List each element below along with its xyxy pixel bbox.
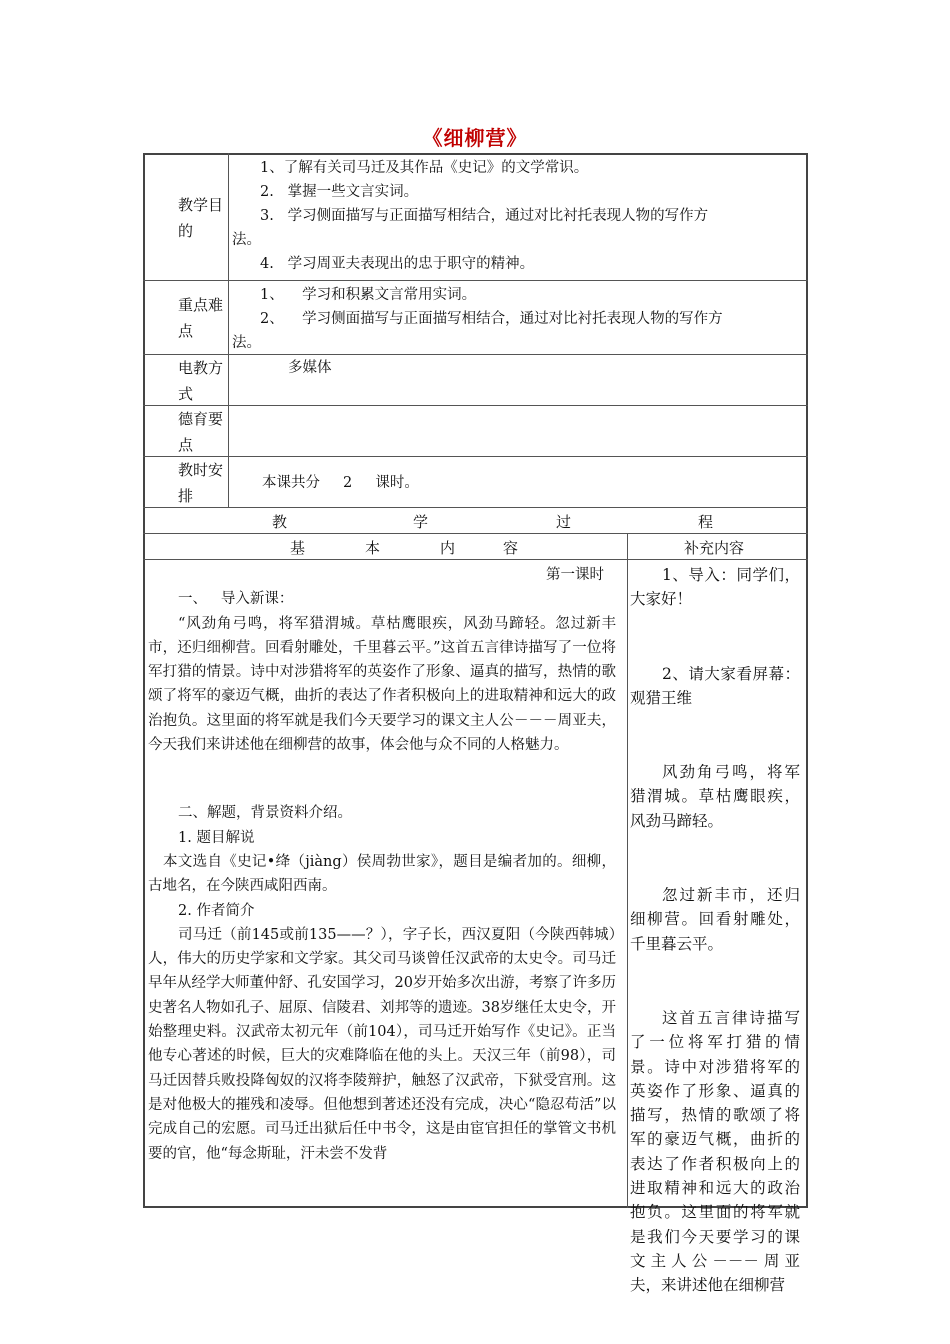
content-header-char: 基	[290, 539, 306, 557]
author-bio: 司马迁（前145或前135——？），字子长，西汉夏阳（今陕西韩城）人，伟大的历史学家和文学家。其父司马谈曾任汉武帝的太史令。司马迁早年从经学大师董仲舒、孔安国学习，20岁开始多次出游，考察了许多历史著名人物如孔子、屈原、信陵君、刘邦等的遗迹。38岁继任太史令，开始整理史料。汉武帝太初元年（前104），司马迁开始写作《史记》。正当他专心著述的时候，巨大的灾难降临在他的头上。天汉三年（前98），司马迁因替兵败投降匈奴的汉将李陵辩护，触怒了汉武帝，下狱受宫刑。这是对他极大的摧残和凌辱。但他想到著述还没有完成，决心“隐忍苟活”以完成自己的宏愿。司马迁出狱后任中书令，这是由宦官担任的掌管文书机要的官，他“每念斯耻，汗未尝不发背	[148, 926, 616, 1162]
objective-item: 3. 学习侧面描写与正面描写相结合，通过对比衬托表现人物的写作方	[260, 208, 709, 224]
sub-heading: 1. 题目解说	[178, 829, 255, 846]
key-point-item: 1、 学习和积累文言常用实词。	[260, 287, 477, 303]
intro-paragraph: “风劲角弓鸣，将军猎渭城。草枯鹰眼疾，风劲马蹄轻。忽过新丰市，还归细柳营。回看射雕处，千里暮云平。”这首五言律诗描写了一位将军打猎的情景。诗中对涉猎将军的英姿作了形象、逼真的描写，热情的歌颂了将军的豪迈气概，曲折的表达了作者积极向上的进取精神和远大的政治抱负。这里面的将军就是我们今天要学习的课文主人公－－－周亚夫，今天我们来讲述他在细柳营的故事，体会他与众不同的人格魅力。	[148, 615, 616, 754]
objective-item: 4. 学习周亚夫表现出的忠于职守的精神。	[260, 256, 535, 272]
content-header-char: 容	[503, 539, 519, 557]
main-content	[148, 563, 616, 1166]
key-points-list	[232, 283, 802, 355]
supplement-header: 补充内容	[684, 539, 745, 557]
objective-item: 1、了解有关司马迁及其作品《史记》的文学常识。	[260, 160, 589, 176]
supplement-paragraph: 忽过新丰市，还归细柳营。回看射雕处，千里暮云平。	[630, 886, 800, 953]
supplement-content	[630, 563, 800, 1298]
objectives-label: 教学目的	[178, 196, 224, 240]
column-divider	[627, 533, 628, 1208]
lesson-heading: 第一课时	[546, 567, 604, 583]
spacer	[630, 710, 800, 760]
moral-label: 德育要点	[178, 410, 224, 454]
key-point-item: 法。	[232, 335, 261, 351]
row-divider	[143, 456, 808, 457]
process-header-char: 教	[272, 513, 288, 531]
title-explanation: 本文选自《史记•绛（jiàng）侯周勃世家》，题目是编者加的。细柳，古地名，在今陕西咸阳西南。	[148, 853, 616, 895]
supplement-paragraph: 这首五言律诗描写了一位将军打猎的情景。诗中对涉猎将军的英姿作了形象、逼真的描写，热情的歌颂了将军的豪迈气概，曲折的表达了作者积极向上的进取精神和远大的政治抱负。这里面的将军就是我们今天要学习的课文主人公－－－周亚夫，来讲述他在细柳营	[630, 1008, 800, 1295]
section-heading: 一、 导入新课：	[178, 591, 294, 608]
media-value: 多媒体	[288, 360, 332, 376]
row-divider	[143, 559, 808, 560]
row-divider	[143, 533, 808, 534]
objectives-list	[232, 156, 802, 276]
process-header-char: 学	[413, 513, 429, 531]
sub-heading: 2. 作者简介	[178, 902, 255, 919]
spacer	[630, 833, 800, 883]
schedule-label: 教时安排	[178, 461, 224, 505]
process-header-char: 过	[556, 513, 572, 531]
supplement-paragraph: 1、导入：同学们，大家好！	[630, 566, 800, 609]
process-header-char: 程	[698, 513, 714, 531]
page-title: 《细柳营》	[422, 126, 528, 150]
objective-item: 2. 掌握一些文言实词。	[260, 184, 419, 200]
schedule-value: 本课共分 2 课时。	[262, 475, 419, 491]
supplement-paragraph: 风劲角弓鸣，将军猎渭城。草枯鹰眼疾，风劲马蹄轻。	[630, 763, 800, 830]
section-heading: 二、解题，背景资料介绍。	[178, 805, 352, 822]
content-header-char: 本	[365, 539, 381, 557]
spacer	[630, 612, 800, 662]
objective-item: 法。	[232, 232, 261, 248]
key-point-item: 2、 学习侧面描写与正面描写相结合，通过对比衬托表现人物的写作方	[260, 311, 723, 327]
row-divider	[143, 405, 808, 406]
spacer	[630, 956, 800, 1006]
row-divider	[143, 507, 808, 508]
spacer	[148, 757, 616, 801]
media-label: 电教方式	[178, 359, 224, 403]
row-divider	[143, 280, 808, 281]
content-header-char: 内	[440, 539, 456, 557]
supplement-paragraph: 2、请大家看屏幕：观猎王维	[630, 664, 800, 707]
key-points-label: 重点难点	[178, 296, 224, 340]
